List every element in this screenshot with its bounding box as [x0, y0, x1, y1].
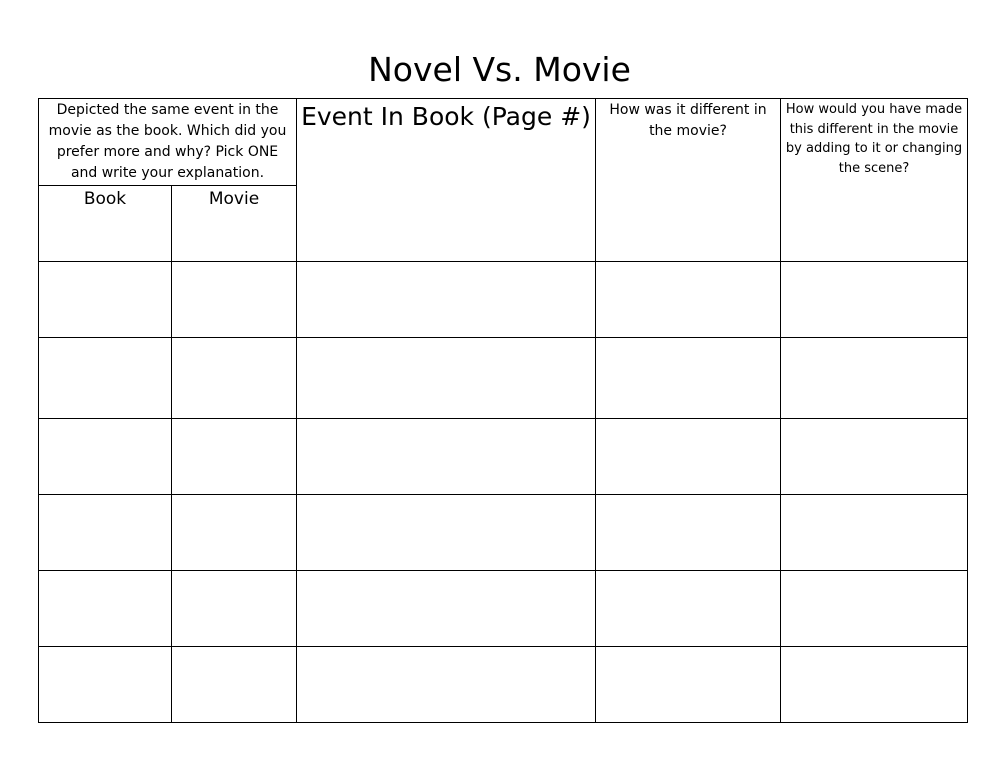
- movie-cell[interactable]: [172, 571, 297, 647]
- change-cell[interactable]: [781, 647, 968, 723]
- book-cell[interactable]: [39, 338, 172, 419]
- difference-cell[interactable]: [596, 647, 781, 723]
- table-row: [39, 571, 968, 647]
- difference-cell[interactable]: [596, 495, 781, 571]
- event-cell[interactable]: [297, 338, 596, 419]
- event-cell[interactable]: [297, 647, 596, 723]
- movie-cell[interactable]: [172, 419, 297, 495]
- book-cell[interactable]: [39, 495, 172, 571]
- event-cell[interactable]: [297, 495, 596, 571]
- table-row: [39, 338, 968, 419]
- comparison-table: [38, 98, 968, 723]
- movie-cell[interactable]: [172, 338, 297, 419]
- event-cell[interactable]: [297, 571, 596, 647]
- change-cell[interactable]: [781, 495, 968, 571]
- difference-cell[interactable]: [596, 571, 781, 647]
- change-cell[interactable]: [781, 262, 968, 338]
- difference-header: How was it different in the movie?: [596, 99, 781, 262]
- table-row: [39, 495, 968, 571]
- event-header: Event In Book (Page #): [297, 99, 596, 262]
- header-row: [39, 99, 968, 186]
- table-row: [39, 647, 968, 723]
- change-cell[interactable]: [781, 338, 968, 419]
- book-cell[interactable]: [39, 647, 172, 723]
- change-header: How would you have made this different in the movie by adding to it or changing the scene?: [781, 99, 968, 262]
- table-row: [39, 419, 968, 495]
- difference-cell[interactable]: [596, 262, 781, 338]
- book-cell[interactable]: [39, 419, 172, 495]
- preference-header: Depicted the same event in the movie as the book. Which did you prefer more and why? Pick ONE and write your explanation.: [39, 99, 297, 186]
- book-cell[interactable]: [39, 262, 172, 338]
- movie-cell[interactable]: [172, 262, 297, 338]
- change-cell[interactable]: [781, 419, 968, 495]
- movie-cell[interactable]: [172, 495, 297, 571]
- book-subheader: Book: [39, 186, 172, 262]
- movie-subheader: Movie: [172, 186, 297, 262]
- table-row: [39, 262, 968, 338]
- page-title: Novel Vs. Movie: [368, 50, 631, 89]
- change-cell[interactable]: [781, 571, 968, 647]
- book-cell[interactable]: [39, 571, 172, 647]
- movie-cell[interactable]: [172, 647, 297, 723]
- event-cell[interactable]: [297, 262, 596, 338]
- difference-cell[interactable]: [596, 338, 781, 419]
- difference-cell[interactable]: [596, 419, 781, 495]
- event-cell[interactable]: [297, 419, 596, 495]
